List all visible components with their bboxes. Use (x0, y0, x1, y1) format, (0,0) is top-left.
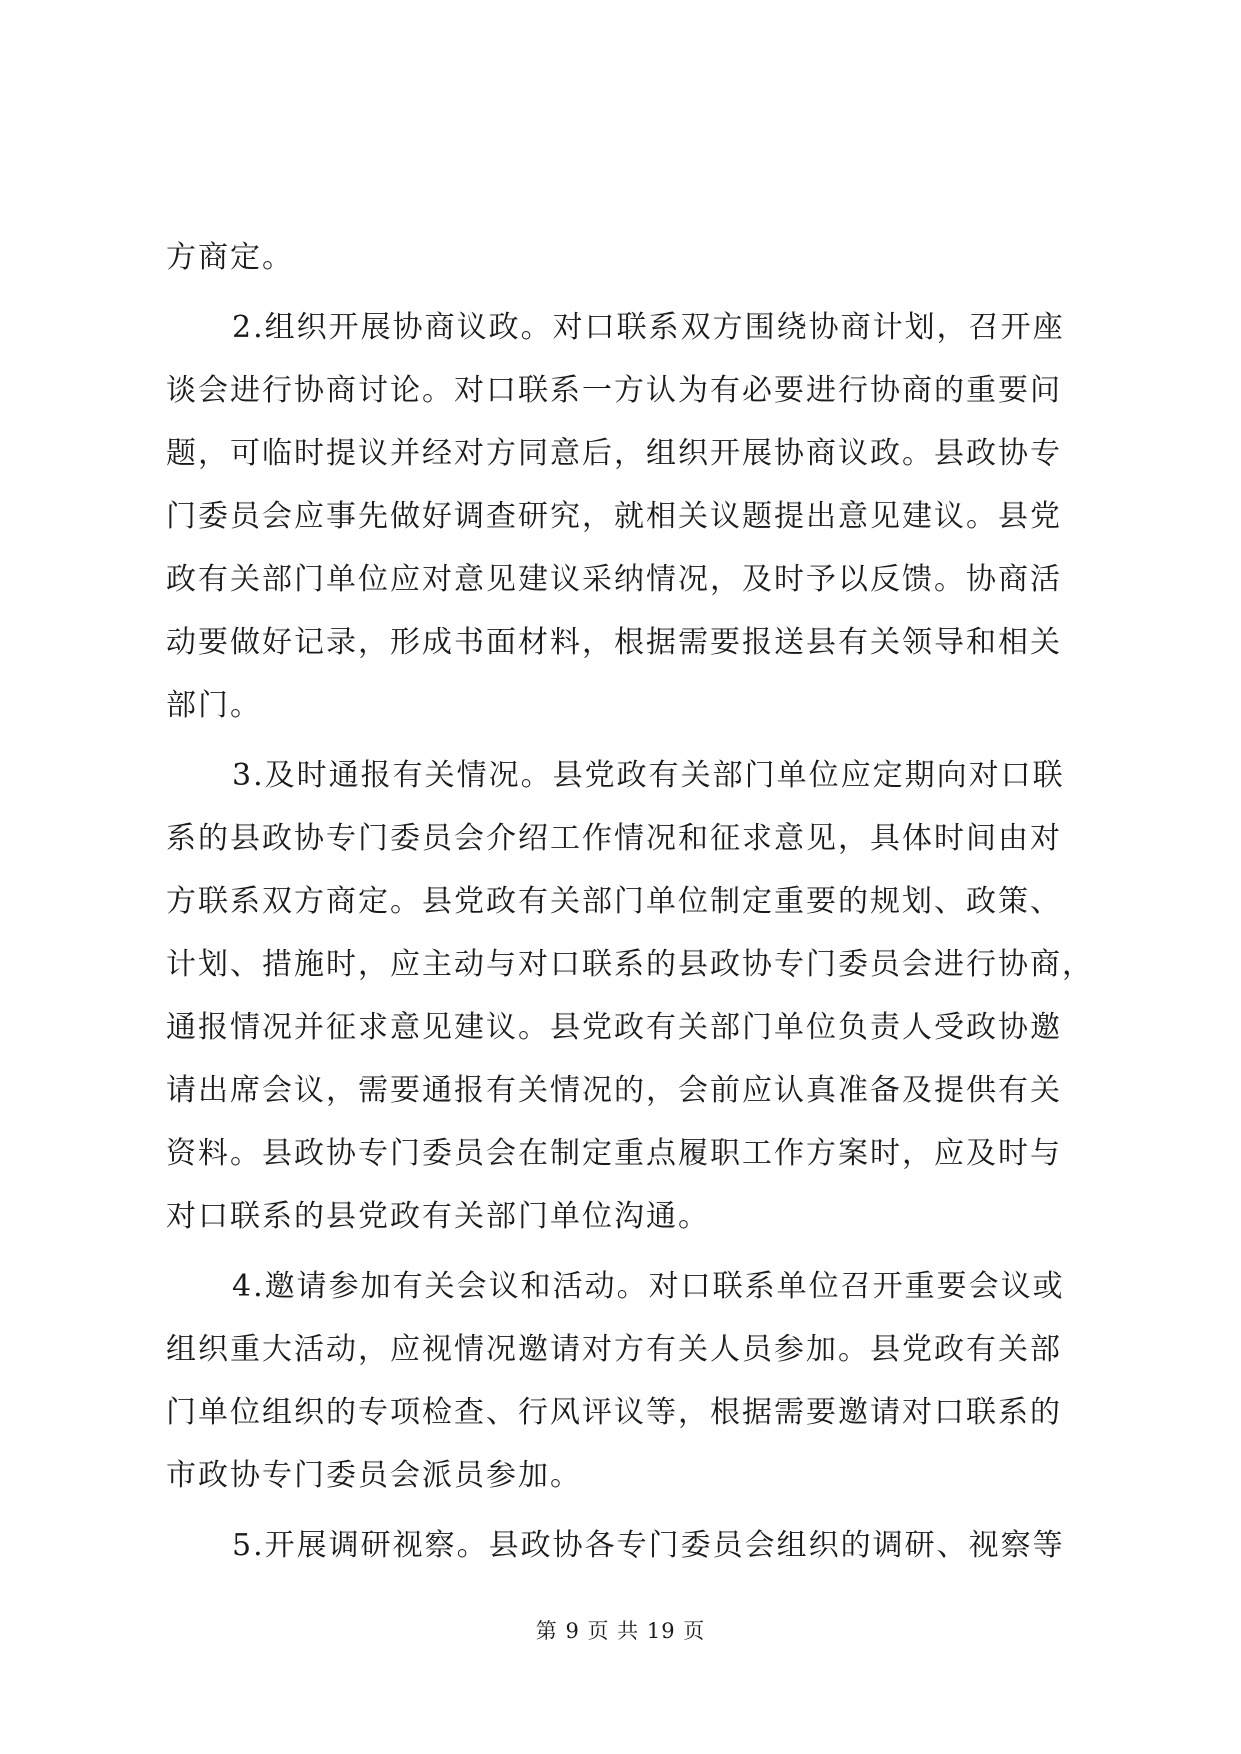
paragraph-4-heading-line: 4.邀请参加有关会议和活动。对口联系单位召开重要会议或 (232, 1269, 1065, 1304)
text-line: 资料。县政协专门委员会在制定重点履职工作方案时，应及时与 (166, 1136, 1062, 1171)
text-line: 门委员会应事先做好调查研究，就相关议题提出意见建议。县党 (166, 499, 1062, 534)
text-line: 请出席会议，需要通报有关情况的，会前应认真准备及提供有关 (166, 1073, 1062, 1108)
text-line: 动要做好记录，形成书面材料，根据需要报送县有关领导和相关 (166, 625, 1062, 660)
text-line: 方联系双方商定。县党政有关部门单位制定重要的规划、政策、 (166, 884, 1062, 919)
text-line: 题，可临时提议并经对方同意后，组织开展协商议政。县政协专 (166, 436, 1062, 471)
text-line: 门单位组织的专项检查、行风评议等，根据需要邀请对口联系的 (166, 1395, 1062, 1430)
text-line: 政有关部门单位应对意见建议采纳情况，及时予以反馈。协商活 (166, 562, 1062, 597)
text-line: 部门。 (166, 688, 262, 723)
text-line: 方商定。 (166, 240, 294, 275)
text-line: 对口联系的县党政有关部门单位沟通。 (166, 1199, 710, 1234)
paragraph-3-heading-line: 3.及时通报有关情况。县党政有关部门单位应定期向对口联 (232, 758, 1065, 793)
text-line: 通报情况并征求意见建议。县党政有关部门单位负责人受政协邀 (166, 1010, 1062, 1045)
text-line: 谈会进行协商讨论。对口联系一方认为有必要进行协商的重要问 (166, 373, 1062, 408)
paragraph-2-heading-line: 2.组织开展协商议政。对口联系双方围绕协商计划，召开座 (232, 310, 1065, 345)
body-text (166, 226, 1094, 1577)
text-line: 市政协专门委员会派员参加。 (166, 1458, 582, 1493)
text-line: 系的县政协专门委员会介绍工作情况和征求意见，具体时间由对 (166, 821, 1062, 856)
text-line: 计划、措施时，应主动与对口联系的县政协专门委员会进行协商， (166, 947, 1094, 982)
text-line: 组织重大活动，应视情况邀请对方有关人员参加。县党政有关部 (166, 1332, 1062, 1367)
page-number-footer: 第 9 页 共 19 页 (535, 1619, 706, 1643)
paragraph-5-heading-line: 5.开展调研视察。县政协各专门委员会组织的调研、视察等 (232, 1528, 1065, 1563)
